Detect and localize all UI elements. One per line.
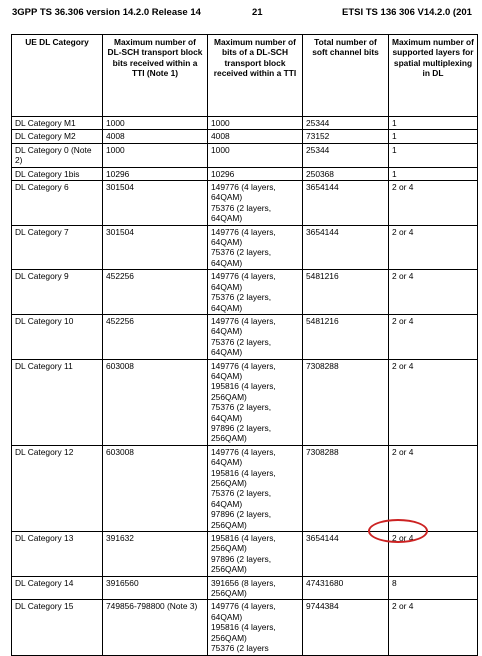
cell-max-bits: 603008 bbox=[103, 359, 208, 445]
cell-tb-bits bbox=[208, 167, 303, 180]
cell-soft-bits: 25344 bbox=[303, 143, 389, 167]
table-row bbox=[12, 314, 478, 359]
tb-bits-entry: 97896 (2 layers, 256QAM) bbox=[211, 509, 272, 530]
tb-bits-entry: 149776 (4 layers, 64QAM) bbox=[211, 315, 276, 337]
cell-soft-bits: 9744384 bbox=[303, 600, 389, 655]
cell-soft-bits: 3654144 bbox=[303, 225, 389, 270]
cell-max-bits: 301504 bbox=[103, 181, 208, 226]
cell-max-bits: 4008 bbox=[103, 130, 208, 143]
tb-bits-entry: 4008 bbox=[211, 131, 230, 142]
tb-bits-entry: 75376 (2 layers, 64QAM) bbox=[211, 202, 272, 224]
cell-category: DL Category 14 bbox=[12, 576, 103, 600]
tb-bits-entry: 75376 (2 layers, 64QAM) bbox=[211, 402, 272, 423]
cell-tb-bits bbox=[208, 181, 303, 226]
col-header-max-bits: Maximum number of DL-SCH transport block bits received within a TTI (Note 1) bbox=[103, 35, 208, 117]
cell-max-bits: 749856-798800 (Note 3) bbox=[103, 600, 208, 655]
tb-bits-entry: 195816 (4 layers, 256QAM) bbox=[211, 467, 276, 488]
tb-bits-entry: 391656 (8 layers, 256QAM) bbox=[211, 577, 276, 599]
cell-tb-bits bbox=[208, 143, 303, 167]
table-row bbox=[12, 445, 478, 531]
cell-layers: 2 or 4 bbox=[389, 532, 478, 577]
cell-layers: 1 bbox=[389, 143, 478, 167]
tb-bits-entry: 1000 bbox=[211, 118, 230, 128]
cell-soft-bits: 25344 bbox=[303, 117, 389, 130]
tb-bits-entry: 75376 (2 layers, 64QAM) bbox=[211, 336, 272, 358]
cell-layers: 2 or 4 bbox=[389, 359, 478, 445]
ue-dl-category-table bbox=[11, 34, 478, 656]
table-row bbox=[12, 117, 478, 130]
cell-max-bits: 3916560 bbox=[103, 576, 208, 600]
cell-soft-bits: 5481216 bbox=[303, 270, 389, 315]
col-header-tb-bits: Maximum number of bits of a DL-SCH transport block received within a TTI bbox=[208, 35, 303, 117]
tb-bits-entry: 149776 (4 layers, 64QAM) bbox=[211, 182, 276, 203]
table-row bbox=[12, 576, 478, 600]
cell-soft-bits: 250368 bbox=[303, 167, 389, 180]
cell-layers: 1 bbox=[389, 167, 478, 180]
cell-tb-bits bbox=[208, 130, 303, 143]
cell-category: DL Category 13 bbox=[12, 532, 103, 577]
cell-category: DL Category 12 bbox=[12, 445, 103, 531]
tb-bits-entry: 149776 (4 layers, 64QAM) bbox=[211, 271, 276, 292]
header-etsi-id: ETSI TS 136 306 V14.2.0 (201 bbox=[342, 7, 472, 18]
cell-layers: 2 or 4 bbox=[389, 270, 478, 315]
annotation-circle bbox=[368, 519, 428, 543]
cell-layers: 2 or 4 bbox=[389, 445, 478, 531]
col-header-soft-bits: Total number of soft channel bits bbox=[303, 35, 389, 117]
cell-max-bits: 391632 bbox=[103, 532, 208, 577]
cell-tb-bits bbox=[208, 445, 303, 531]
cell-soft-bits: 5481216 bbox=[303, 314, 389, 359]
table-row bbox=[12, 143, 478, 167]
cell-layers: 2 or 4 bbox=[389, 181, 478, 226]
tb-bits-entry: 195816 (4 layers, 256QAM) bbox=[211, 381, 276, 402]
tb-bits-entry: 149776 (4 layers, 64QAM) bbox=[211, 601, 276, 622]
col-header-category: UE DL Category bbox=[12, 35, 103, 117]
header-spec-id: 3GPP TS 36.306 version 14.2.0 Release 14 bbox=[12, 7, 201, 18]
cell-category: DL Category 9 bbox=[12, 270, 103, 315]
tb-bits-entry: 195816 (4 layers, 256QAM) bbox=[211, 622, 276, 643]
cell-tb-bits bbox=[208, 359, 303, 445]
cell-tb-bits bbox=[208, 117, 303, 130]
table-row bbox=[12, 225, 478, 270]
cell-layers: 2 or 4 bbox=[389, 314, 478, 359]
table-header-row bbox=[12, 35, 478, 117]
cell-tb-bits bbox=[208, 532, 303, 577]
tb-bits-entry: 75376 (2 layers, 64QAM) bbox=[211, 488, 272, 509]
tb-bits-entry: 149776 (4 layers, 64QAM) bbox=[211, 226, 276, 248]
cell-tb-bits bbox=[208, 314, 303, 359]
cell-tb-bits bbox=[208, 600, 303, 655]
tb-bits-entry: 1000 bbox=[211, 144, 230, 155]
cell-category: DL Category 6 bbox=[12, 181, 103, 226]
cell-category: DL Category 1bis bbox=[12, 167, 103, 180]
table-row bbox=[12, 181, 478, 226]
tb-bits-entry: 97896 (2 layers, 256QAM) bbox=[211, 553, 272, 575]
tb-bits-entry: 149776 (4 layers, 64QAM) bbox=[211, 360, 276, 381]
cell-soft-bits: 7308288 bbox=[303, 359, 389, 445]
header-page-number: 21 bbox=[252, 7, 263, 18]
cell-soft-bits: 73152 bbox=[303, 130, 389, 143]
cell-category: DL Category 15 bbox=[12, 600, 103, 655]
table-row bbox=[12, 359, 478, 445]
cell-soft-bits: 7308288 bbox=[303, 445, 389, 531]
cell-category: DL Category M1 bbox=[12, 117, 103, 130]
cell-tb-bits bbox=[208, 576, 303, 600]
table-row bbox=[12, 167, 478, 180]
cell-max-bits: 603008 bbox=[103, 445, 208, 531]
cell-category: DL Category M2 bbox=[12, 130, 103, 143]
cell-max-bits: 452256 bbox=[103, 270, 208, 315]
cell-layers: 1 bbox=[389, 130, 478, 143]
cell-max-bits: 10296 bbox=[103, 167, 208, 180]
tb-bits-entry: 75376 (2 layers bbox=[211, 643, 269, 654]
cell-category: DL Category 10 bbox=[12, 314, 103, 359]
cell-soft-bits: 3654144 bbox=[303, 532, 389, 577]
tb-bits-entry: 97896 (2 layers, 256QAM) bbox=[211, 422, 272, 444]
table-row bbox=[12, 600, 478, 655]
cell-layers: 1 bbox=[389, 117, 478, 130]
cell-tb-bits bbox=[208, 225, 303, 270]
cell-category: DL Category 7 bbox=[12, 225, 103, 270]
cell-layers: 2 or 4 bbox=[389, 600, 478, 655]
tb-bits-entry: 195816 (4 layers, 256QAM) bbox=[211, 533, 276, 554]
cell-max-bits: 301504 bbox=[103, 225, 208, 270]
col-header-layers: Maximum number of supported layers for spatial multiplexing in DL bbox=[389, 35, 478, 117]
page-header bbox=[0, 7, 482, 21]
cell-soft-bits: 3654144 bbox=[303, 181, 389, 226]
cell-layers: 8 bbox=[389, 576, 478, 600]
tb-bits-entry: 10296 bbox=[211, 168, 235, 179]
tb-bits-entry: 75376 (2 layers, 64QAM) bbox=[211, 247, 272, 268]
cell-tb-bits bbox=[208, 270, 303, 315]
cell-category: DL Category 0 (Note 2) bbox=[12, 143, 103, 167]
table-row bbox=[12, 270, 478, 315]
cell-max-bits: 1000 bbox=[103, 117, 208, 130]
cell-max-bits: 452256 bbox=[103, 314, 208, 359]
cell-soft-bits: 47431680 bbox=[303, 576, 389, 600]
table-row bbox=[12, 130, 478, 143]
cell-category: DL Category 11 bbox=[12, 359, 103, 445]
cell-layers: 2 or 4 bbox=[389, 225, 478, 270]
cell-max-bits: 1000 bbox=[103, 143, 208, 167]
tb-bits-entry: 75376 (2 layers, 64QAM) bbox=[211, 292, 272, 313]
tb-bits-entry: 149776 (4 layers, 64QAM) bbox=[211, 446, 276, 468]
